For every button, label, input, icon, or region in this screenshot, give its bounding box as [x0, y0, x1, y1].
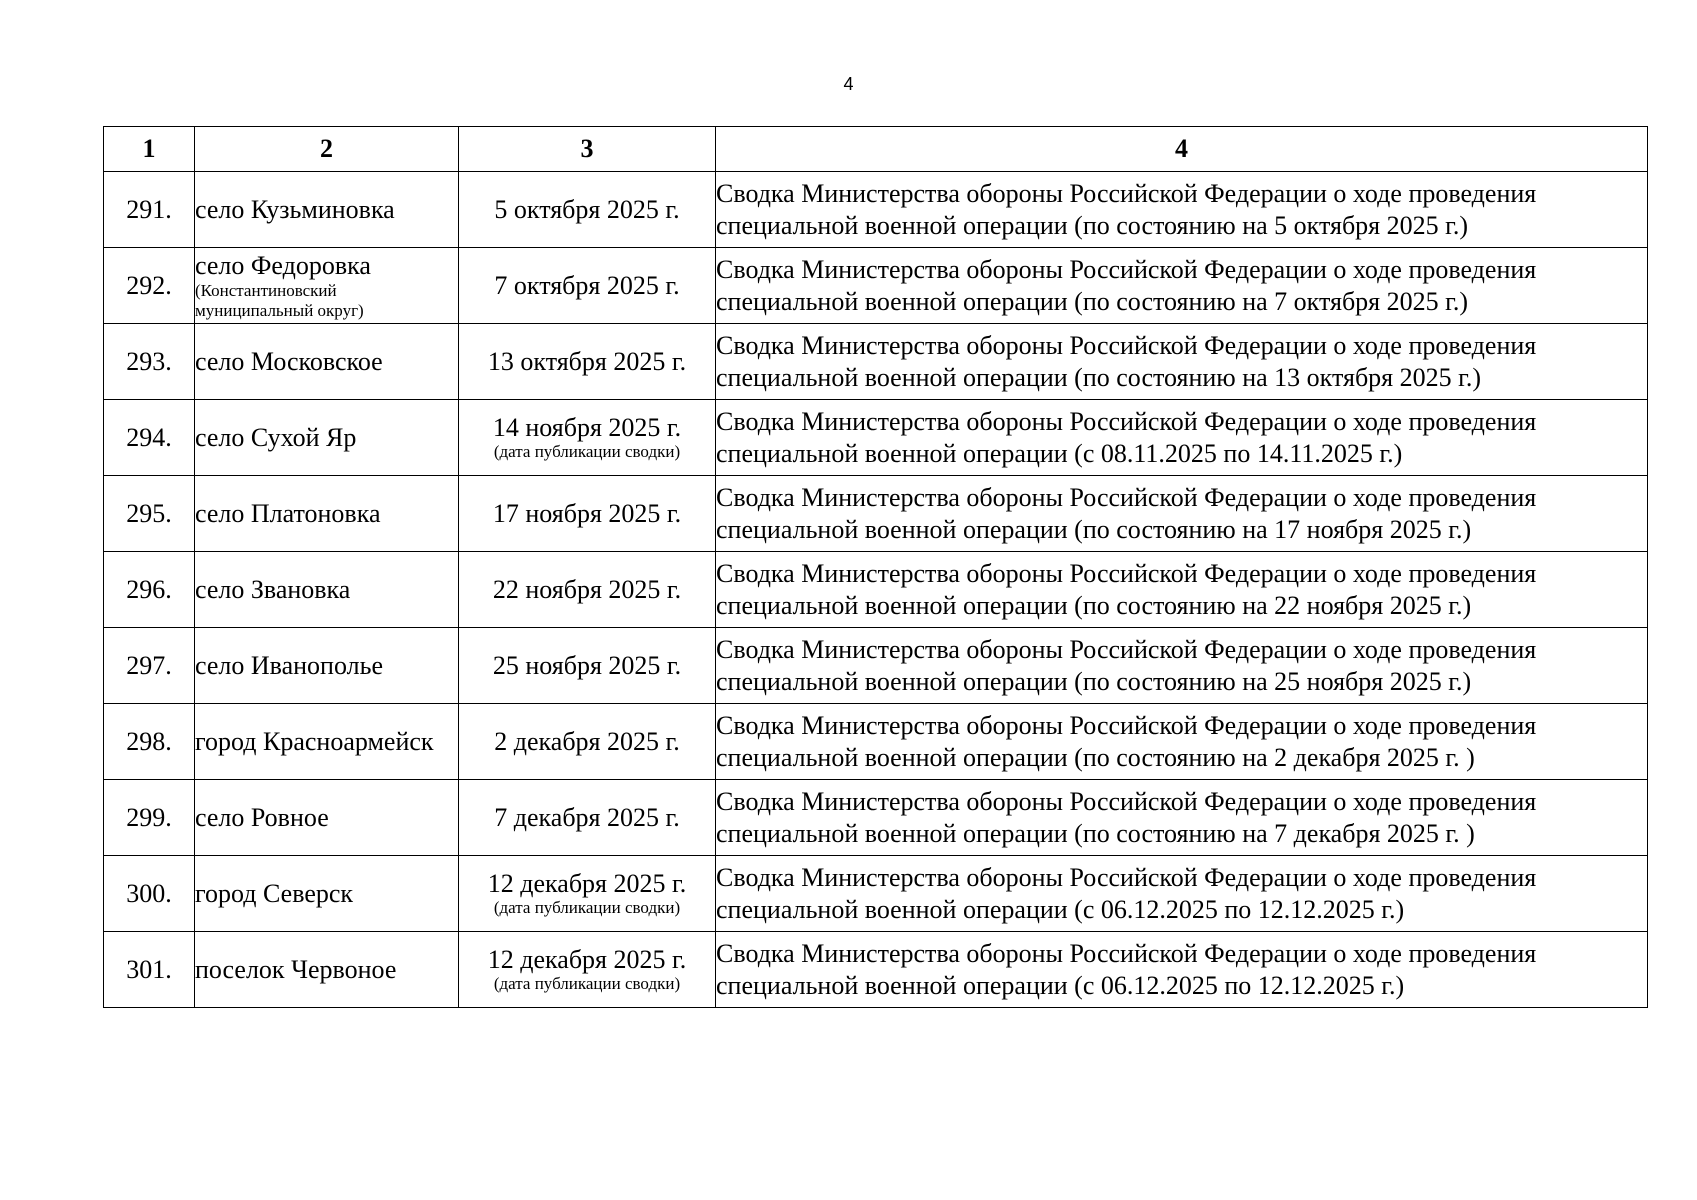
settlement-cell [195, 628, 459, 704]
source-text: Сводка Министерства обороны Российской Федерации о ходе проведения [716, 406, 1537, 436]
source-text: специальной военной операции (по состоянию на 13 октября 2025 г.) [716, 362, 1482, 392]
source-text: Сводка Министерства обороны Российской Федерации о ходе проведения [716, 862, 1537, 892]
table-row [104, 248, 1648, 324]
source-text: Сводка Министерства обороны Российской Федерации о ходе проведения [716, 482, 1537, 512]
settlement-name: село Кузьминовка [195, 194, 395, 224]
settlement-cell [195, 324, 459, 400]
liberation-date: 2 декабря 2025 г. [494, 726, 680, 756]
liberation-date: 25 ноября 2025 г. [492, 650, 682, 680]
source-cell [716, 400, 1648, 476]
table-row [104, 400, 1648, 476]
date-cell [459, 704, 716, 780]
source-text: Сводка Министерства обороны Российской Федерации о ходе проведения [716, 786, 1537, 816]
table-row [104, 932, 1648, 1008]
row-number: 298. [104, 704, 195, 780]
source-text: Сводка Министерства обороны Российской Федерации о ходе проведения [716, 254, 1537, 284]
header-col-4: 4 [716, 127, 1648, 172]
liberation-date: 7 октября 2025 г. [494, 270, 680, 300]
source-cell [716, 932, 1648, 1008]
settlement-name: село Сухой Яр [195, 422, 357, 452]
settlement-cell [195, 704, 459, 780]
source-cell [716, 552, 1648, 628]
date-cell [459, 172, 716, 248]
settlement-name: город Северск [195, 878, 354, 908]
source-text: Сводка Министерства обороны Российской Федерации о ходе проведения [716, 178, 1537, 208]
row-number: 293. [104, 324, 195, 400]
table-row [104, 172, 1648, 248]
liberation-date: 13 октября 2025 г. [487, 346, 687, 376]
table-row [104, 476, 1648, 552]
source-text: специальной военной операции (по состоянию на 25 ноября 2025 г.) [716, 666, 1472, 696]
date-note: (дата публикации сводки) [493, 973, 681, 993]
date-cell [459, 324, 716, 400]
liberation-date: 12 декабря 2025 г. [487, 868, 687, 898]
header-col-1: 1 [104, 127, 195, 172]
source-text: Сводка Министерства обороны Российской Федерации о ходе проведения [716, 938, 1537, 968]
source-cell [716, 248, 1648, 324]
source-text: специальной военной операции (по состоянию на 2 декабря 2025 г. ) [716, 742, 1475, 772]
settlements-table [103, 126, 1648, 1008]
source-cell [716, 856, 1648, 932]
settlement-name: село Иванополье [195, 650, 383, 680]
source-text: специальной военной операции (по состоянию на 7 октября 2025 г.) [716, 286, 1469, 316]
source-text: специальной военной операции (по состоянию на 22 ноября 2025 г.) [716, 590, 1472, 620]
liberation-date: 22 ноября 2025 г. [492, 574, 682, 604]
settlement-note: (Константиновский муниципальный округ) [195, 280, 364, 320]
source-text: специальной военной операции (по состоянию на 17 ноября 2025 г.) [716, 514, 1472, 544]
settlement-cell [195, 552, 459, 628]
row-number: 301. [104, 932, 195, 1008]
header-col-3: 3 [459, 127, 716, 172]
date-cell [459, 932, 716, 1008]
source-cell [716, 172, 1648, 248]
row-number: 297. [104, 628, 195, 704]
row-number: 294. [104, 400, 195, 476]
settlement-name: село Ровное [195, 802, 329, 832]
date-cell [459, 400, 716, 476]
source-cell [716, 476, 1648, 552]
row-number: 299. [104, 780, 195, 856]
source-text: специальной военной операции (по состоянию на 7 декабря 2025 г. ) [716, 818, 1475, 848]
liberation-date: 14 ноября 2025 г. [492, 412, 682, 442]
source-text: специальной военной операции (с 08.11.2025 по 14.11.2025 г.) [716, 438, 1403, 468]
row-number: 292. [104, 248, 195, 324]
table-row [104, 856, 1648, 932]
date-cell [459, 248, 716, 324]
row-number: 296. [104, 552, 195, 628]
table-row [104, 324, 1648, 400]
source-cell [716, 704, 1648, 780]
settlement-cell [195, 856, 459, 932]
settlement-cell [195, 780, 459, 856]
date-cell [459, 856, 716, 932]
settlement-name: село Платоновка [195, 498, 381, 528]
liberation-date: 7 декабря 2025 г. [494, 802, 680, 832]
table-row [104, 628, 1648, 704]
source-cell [716, 628, 1648, 704]
liberation-date: 17 ноября 2025 г. [492, 498, 682, 528]
settlement-cell [195, 932, 459, 1008]
settlement-name: город Красноармейск [195, 726, 434, 756]
source-cell [716, 324, 1648, 400]
page-number: 4 [843, 74, 854, 94]
settlement-name: село Звановка [195, 574, 351, 604]
source-text: Сводка Министерства обороны Российской Федерации о ходе проведения [716, 634, 1537, 664]
settlement-cell [195, 400, 459, 476]
liberation-date: 5 октября 2025 г. [494, 194, 680, 224]
table-header-row [104, 127, 1648, 172]
date-cell [459, 552, 716, 628]
source-text: специальной военной операции (с 06.12.2025 по 12.12.2025 г.) [716, 970, 1405, 1000]
table-row [104, 780, 1648, 856]
table-row [104, 704, 1648, 780]
source-text: Сводка Министерства обороны Российской Федерации о ходе проведения [716, 330, 1537, 360]
source-text: специальной военной операции (по состоянию на 5 октября 2025 г.) [716, 210, 1469, 240]
settlement-name: поселок Червоное [195, 954, 397, 984]
source-text: Сводка Министерства обороны Российской Федерации о ходе проведения [716, 558, 1537, 588]
liberation-date: 12 декабря 2025 г. [487, 944, 687, 974]
settlement-cell [195, 476, 459, 552]
date-cell [459, 476, 716, 552]
settlement-name: село Федоровка [195, 250, 371, 280]
header-col-2: 2 [195, 127, 459, 172]
row-number: 300. [104, 856, 195, 932]
date-note: (дата публикации сводки) [493, 897, 681, 917]
source-cell [716, 780, 1648, 856]
row-number: 291. [104, 172, 195, 248]
date-note: (дата публикации сводки) [493, 441, 681, 461]
source-text: Сводка Министерства обороны Российской Федерации о ходе проведения [716, 710, 1537, 740]
settlement-cell [195, 172, 459, 248]
row-number: 295. [104, 476, 195, 552]
settlement-cell [195, 248, 459, 324]
table-row [104, 552, 1648, 628]
date-cell [459, 628, 716, 704]
settlement-name: село Московское [195, 346, 383, 376]
source-text: специальной военной операции (с 06.12.2025 по 12.12.2025 г.) [716, 894, 1405, 924]
date-cell [459, 780, 716, 856]
table-body [104, 172, 1648, 1008]
